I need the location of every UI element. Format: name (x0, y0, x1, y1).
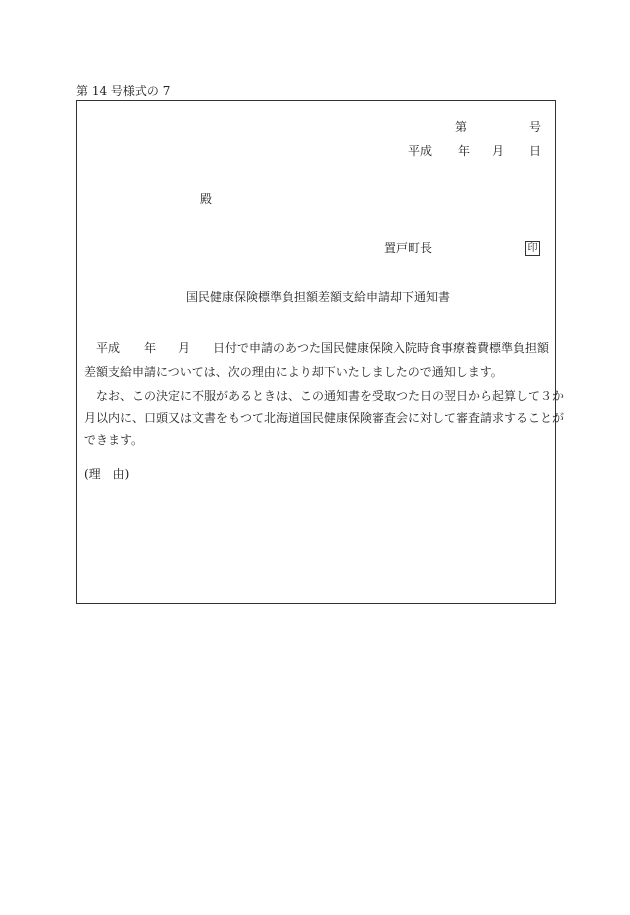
body-p2-line3: できます。 (84, 433, 144, 447)
form-number: 第 14 号様式の 7 (76, 84, 171, 98)
reason-label: (理 由) (84, 467, 130, 481)
issuer-name: 置戸町長 (384, 241, 433, 255)
body-p1-era: 平成 (96, 341, 121, 355)
body-p1-line1: 日付で申請のあつた国民健康保険入院時食事療養費標準負担額 (213, 341, 550, 355)
body-p2-line2: 月以内に、口頭又は文書をもつて北海道国民健康保険審査会に対して審査請求することが (84, 411, 565, 425)
body-p2-line1: なお、この決定に不服があるときは、この通知書を受取つた日の翌日から起算して３か (96, 389, 565, 403)
seal-stamp: 印 (525, 241, 540, 256)
document-title: 国民健康保険標準負担額差額支給申請却下通知書 (186, 290, 451, 304)
number-dai: 第 (455, 120, 468, 134)
addressee-suffix: 殿 (200, 192, 213, 206)
date-era: 平成 (408, 144, 433, 158)
date-day: 日 (529, 144, 542, 158)
seal-mark (525, 240, 540, 256)
body-p1-year: 年 (144, 341, 157, 355)
date-year: 年 (458, 144, 471, 158)
body-p1-line2: 差額支給申請については、次の理由により却下いたしましたので通知します。 (84, 365, 503, 379)
number-go: 号 (529, 120, 542, 134)
body-p1-month: 月 (178, 341, 191, 355)
date-month: 月 (492, 144, 505, 158)
